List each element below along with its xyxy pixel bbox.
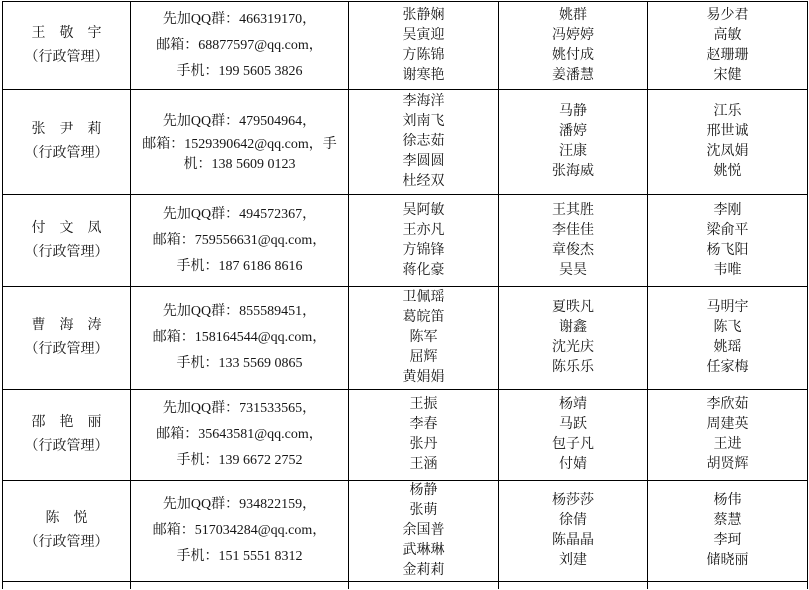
student-name: 马明宇	[706, 300, 749, 315]
student-name: 姚瑶	[713, 340, 742, 355]
contact-line: 邮箱：759556631@qq.com，	[152, 232, 327, 248]
contact-cell	[131, 195, 349, 287]
student-name: 蔡慧	[713, 513, 742, 528]
contact-line: 先加QQ群：855589451，	[162, 304, 317, 319]
teacher-name: 张 尹 莉	[31, 122, 102, 137]
contact-line: 邮箱：158164544@qq.com，	[152, 330, 327, 345]
teacher-cell	[3, 481, 131, 582]
contact-cell	[131, 481, 349, 582]
contact-line: 先加QQ群：494572367，	[162, 206, 317, 222]
students-cell-3	[648, 287, 808, 390]
students-cell-3	[648, 1, 808, 90]
student-name: 方陈锦	[402, 47, 445, 63]
students-cell-3	[648, 390, 808, 481]
contact-line: 先加QQ群：479504964，	[162, 114, 317, 129]
student-name: 任家梅	[706, 360, 749, 375]
student-name: 姚群	[559, 7, 587, 23]
student-name: 马静	[559, 104, 587, 119]
student-name: 王亦凡	[402, 222, 445, 238]
student-name: 陈晶晶	[552, 533, 594, 548]
student-name: 易少君	[706, 7, 749, 23]
teacher-name: 陈 悦	[45, 511, 88, 526]
contact-cell	[131, 390, 349, 481]
students-cell-1	[349, 481, 499, 582]
teacher-role: （行政管理）	[24, 244, 109, 260]
student-name: 蒋化豪	[402, 262, 445, 278]
student-name: 杨伟	[713, 493, 742, 508]
teacher-name: 付 文 凤	[31, 220, 102, 236]
student-name: 梁俞平	[706, 222, 749, 238]
contact-line: 邮箱：35643581@qq.com，	[156, 427, 323, 442]
students-cell-1	[349, 287, 499, 390]
student-name: 李圆圆	[402, 154, 445, 169]
students-cell-3	[648, 481, 808, 582]
student-name: 王其胜	[552, 202, 594, 218]
contact-line: 手机：133 5569 0865	[176, 356, 303, 371]
student-name: 李珂	[713, 533, 742, 548]
student-name: 夏昳凡	[552, 300, 594, 315]
student-name: 冯婷婷	[552, 27, 594, 43]
student-name: 姚悦	[713, 164, 742, 179]
teacher-role: （行政管理）	[24, 439, 109, 454]
student-name: 张丹	[409, 437, 438, 452]
student-name: 陈乐乐	[552, 360, 594, 375]
students-cell-3	[648, 195, 808, 287]
contact-line: 手机：199 5605 3826	[176, 63, 303, 79]
student-name: 王振	[409, 397, 438, 412]
teacher-role: （行政管理）	[24, 146, 109, 161]
student-name: 姚付成	[552, 47, 594, 63]
student-name: 马跃	[559, 417, 587, 432]
teacher-role: （行政管理）	[24, 342, 109, 357]
student-name: 章俊杰	[552, 242, 594, 258]
student-name: 张静娴	[402, 7, 445, 23]
students-cell-1	[349, 90, 499, 195]
teacher-role: （行政管理）	[24, 49, 109, 65]
students-cell-2	[499, 287, 648, 390]
student-name: 吴寅迎	[402, 27, 445, 43]
partial-row-cell	[648, 582, 808, 589]
students-cell-2	[499, 390, 648, 481]
teacher-name: 邵 艳 丽	[31, 415, 102, 430]
contact-line: 先加QQ群：934822159，	[162, 497, 317, 512]
student-name: 吴阿敏	[402, 202, 445, 218]
student-name: 江乐	[713, 104, 742, 119]
student-name: 周建英	[706, 417, 749, 432]
student-name: 方锦锋	[402, 242, 445, 258]
student-name: 李春	[409, 417, 438, 432]
student-name: 葛皖笛	[402, 310, 445, 325]
student-name: 余国普	[402, 523, 445, 538]
student-name: 武琳琳	[402, 543, 445, 558]
student-name: 汪康	[559, 144, 587, 159]
contact-line: 邮箱：68877597@qq.com，	[156, 37, 323, 53]
partial-row-cell	[3, 582, 131, 589]
student-name: 赵珊珊	[706, 47, 749, 63]
contact-line: 手机：187 6186 8616	[176, 258, 303, 274]
student-name: 胡贤辉	[706, 457, 749, 472]
students-cell-1	[349, 390, 499, 481]
student-name: 付婧	[559, 457, 587, 472]
student-name: 王涵	[409, 457, 438, 472]
contact-line: 邮箱：517034284@qq.com，	[152, 523, 327, 538]
contact-cell	[131, 1, 349, 90]
teacher-cell	[3, 390, 131, 481]
students-cell-1	[349, 195, 499, 287]
student-name: 徐志茹	[402, 134, 445, 149]
student-name: 徐倩	[559, 513, 587, 528]
student-name: 杜经双	[402, 174, 445, 189]
contact-line: 先加QQ群：731533565，	[162, 401, 317, 416]
student-name: 李刚	[713, 202, 742, 218]
student-name: 沈光庆	[552, 340, 594, 355]
student-name: 杨飞阳	[706, 242, 749, 258]
contact-line: 手机：151 5551 8312	[176, 549, 303, 564]
contact-line: 先加QQ群：466319170，	[162, 11, 317, 27]
student-name: 潘婷	[559, 124, 587, 139]
student-name: 陈飞	[713, 320, 742, 335]
student-name: 邢世诚	[706, 124, 749, 139]
student-name: 吴昊	[559, 262, 587, 278]
students-cell-3	[648, 90, 808, 195]
teacher-cell	[3, 195, 131, 287]
student-name: 李海洋	[402, 94, 445, 109]
student-name: 李佳佳	[552, 222, 594, 238]
student-name: 王进	[713, 437, 742, 452]
teacher-name: 王 敬 宇	[31, 25, 102, 41]
student-name: 杨静	[409, 483, 438, 498]
student-name: 谢寒艳	[402, 67, 445, 83]
student-name: 包子凡	[552, 437, 594, 452]
student-name: 张海威	[552, 164, 594, 179]
partial-row-cell	[131, 582, 349, 589]
contact-table	[2, 1, 808, 589]
student-name: 刘南飞	[402, 114, 445, 129]
teacher-role: （行政管理）	[24, 535, 109, 550]
student-name: 刘建	[559, 553, 587, 568]
teacher-cell	[3, 90, 131, 195]
student-name: 谢鑫	[559, 320, 587, 335]
contact-cell	[131, 287, 349, 390]
student-name: 李欣茹	[706, 397, 749, 412]
student-name: 陈军	[409, 330, 438, 345]
students-cell-2	[499, 90, 648, 195]
students-cell-2	[499, 195, 648, 287]
student-name: 姜潘慧	[552, 67, 594, 83]
student-name: 宋健	[713, 67, 742, 83]
partial-row-cell	[349, 582, 499, 589]
contact-cell	[131, 90, 349, 195]
contact-line: 手机：139 6672 2752	[176, 453, 303, 468]
contact-line: 邮箱：1529390642@qq.com，手机：138 5609 0123	[142, 137, 337, 172]
student-name: 沈凤娟	[706, 144, 749, 159]
student-name: 卫佩瑶	[402, 290, 445, 305]
student-name: 屈辉	[409, 350, 438, 365]
partial-row-cell	[499, 582, 648, 589]
student-name: 高敏	[713, 27, 742, 43]
student-name: 金莉莉	[402, 563, 445, 578]
students-cell-2	[499, 1, 648, 90]
student-name: 杨靖	[559, 397, 587, 412]
teacher-name: 曹 海 涛	[31, 318, 102, 333]
students-cell-2	[499, 481, 648, 582]
students-cell-1	[349, 1, 499, 90]
student-name: 储晓丽	[706, 553, 749, 568]
student-name: 张萌	[409, 503, 438, 518]
teacher-cell	[3, 1, 131, 90]
teacher-cell	[3, 287, 131, 390]
student-name: 韦唯	[713, 262, 742, 278]
student-name: 黄娟娟	[402, 370, 445, 385]
student-name: 杨莎莎	[552, 493, 594, 508]
